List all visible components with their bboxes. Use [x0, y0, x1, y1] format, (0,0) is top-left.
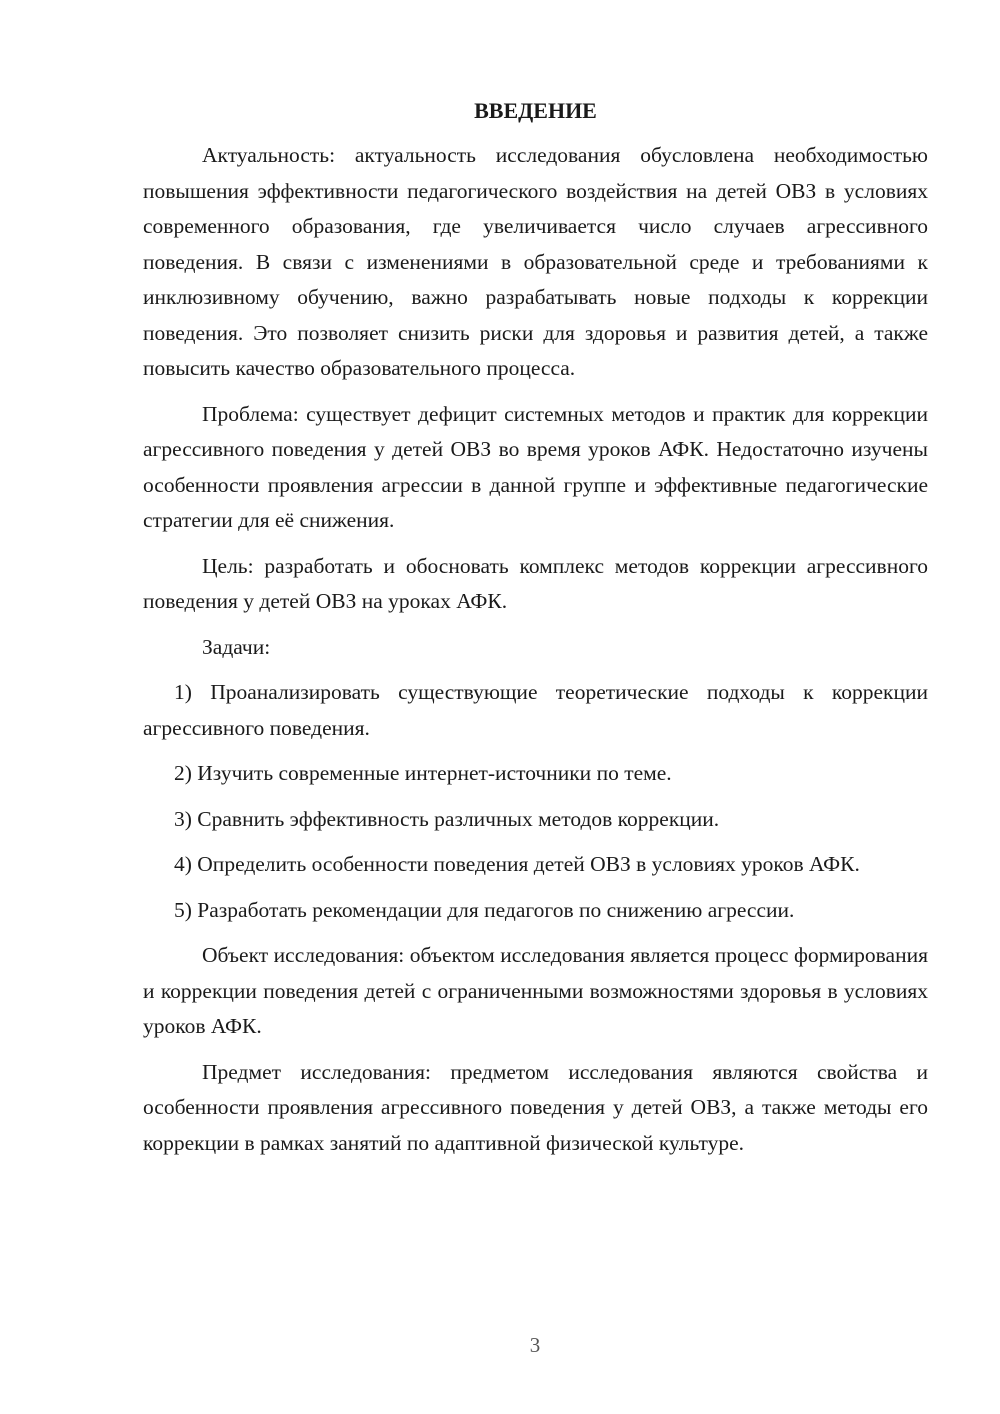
page-number: 3	[529, 1333, 541, 1357]
document-page	[143, 95, 928, 1161]
task-item-1: 1) Проанализировать существующие теоретические подходы к коррекции агрессивного поведения.	[143, 680, 928, 740]
relevance-paragraph: Актуальность: актуальность исследования обусловлена необходимостью повышения эффективности педагогического воздействия на детей ОВЗ в условиях современного образования, где увеличивается число случаев агрессивного поведения. В связи с изменениями в образовательной среде и требованиями к инклюзивному обучению, важно разрабатывать новые подходы к коррекции поведения. Это позволяет снизить риски для здоровья и развития детей, а также повысить качество образовательного процесса.	[143, 143, 928, 380]
tasks-heading: Задачи:	[202, 634, 271, 659]
problem-paragraph: Проблема: существует дефицит системных методов и практик для коррекции агрессивного поведения у детей ОВЗ во время уроков АФК. Недостаточно изучены особенности проявления агрессии в данной группе и эффективные педагогические стратегии для её снижения.	[143, 401, 928, 532]
section-title: ВВЕДЕНИЕ	[474, 98, 597, 123]
task-item-4: 4) Определить особенности поведения детей ОВЗ в условиях уроков АФК.	[174, 852, 860, 876]
task-item-3: 3) Сравнить эффективность различных методов коррекции.	[174, 806, 720, 831]
task-item-5: 5) Разработать рекомендации для педагогов по снижению агрессии.	[174, 897, 795, 922]
subject-paragraph: Предмет исследования: предметом исследования являются свойства и особенности проявления агрессивного поведения у детей ОВЗ, а также методы его коррекции в рамках занятий по адаптивной физической культуре.	[143, 1059, 928, 1155]
object-paragraph: Объект исследования: объектом исследования является процесс формирования и коррекции поведения детей с ограниченными возможностями здоровья в условиях уроков АФК.	[143, 943, 928, 1038]
goal-paragraph: Цель: разработать и обосновать комплекс методов коррекции агрессивного поведения у детей ОВЗ на уроках АФК.	[143, 553, 928, 613]
task-item-2: 2) Изучить современные интернет-источники по теме.	[174, 761, 672, 785]
